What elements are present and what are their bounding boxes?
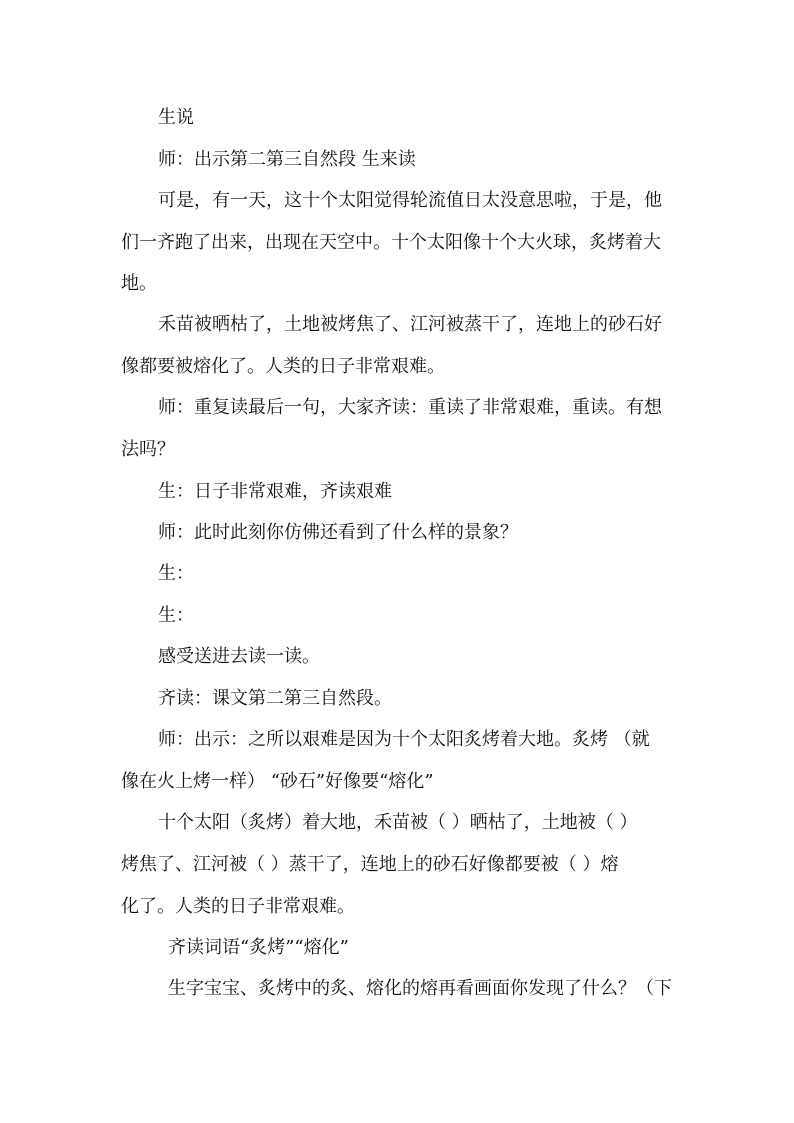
text-line-22: 生字宝宝、炙烤中的炙、熔化的熔再看画面你发现了什么？（下 [168,978,672,999]
text-line-20: 化了。人类的日子非常艰难。 [121,896,355,917]
text-line-4: 们一齐跑了出来，出现在天空中。十个太阳像十个大火球，炙烤着大 [121,232,661,253]
text-line-9: 法吗？ [121,439,175,460]
text-line-8: 师：重复读最后一句，大家齐读：重读了非常艰难，重读。有想 [158,397,662,418]
text-line-15: 齐读：课文第二第三自然段。 [158,688,392,709]
text-line-14: 感受送进去读一读。 [158,646,320,667]
text-line-21: 齐读词语“炙烤”“熔化” [168,937,349,958]
text-line-13: 生： [158,605,194,626]
text-line-3: 可是，有一天，这十个太阳觉得轮流值日太没意思啦，于是，他 [158,190,662,211]
text-line-16: 师：出示：之所以艰难是因为十个太阳炙烤着大地。炙烤 （就 [158,729,650,750]
text-line-7: 像都要被熔化了。人类的日子非常艰难。 [121,356,445,377]
text-line-10: 生：日子非常艰难，齐读艰难 [158,481,392,502]
text-line-1: 生说 [158,107,194,128]
text-line-17: 像在火上烤一样） “砂石”好像要“熔化” [121,771,434,792]
text-line-19: 烤焦了、江河被（ ）蒸干了，连地上的砂石好像都要被（ ）熔 [121,854,619,875]
text-line-5: 地。 [121,273,157,294]
text-line-2: 师：出示第二第三自然段 生来读 [158,149,416,170]
text-line-6: 禾苗被晒枯了，土地被烤焦了、江河被蒸干了，连地上的砂石好 [158,314,662,335]
text-line-12: 生： [158,563,194,584]
text-line-11: 师：此时此刻你仿佛还看到了什么样的景象？ [158,522,518,543]
text-line-18: 十个太阳（炙烤）着大地，禾苗被（ ）晒枯了，土地被（ ） [158,812,638,833]
